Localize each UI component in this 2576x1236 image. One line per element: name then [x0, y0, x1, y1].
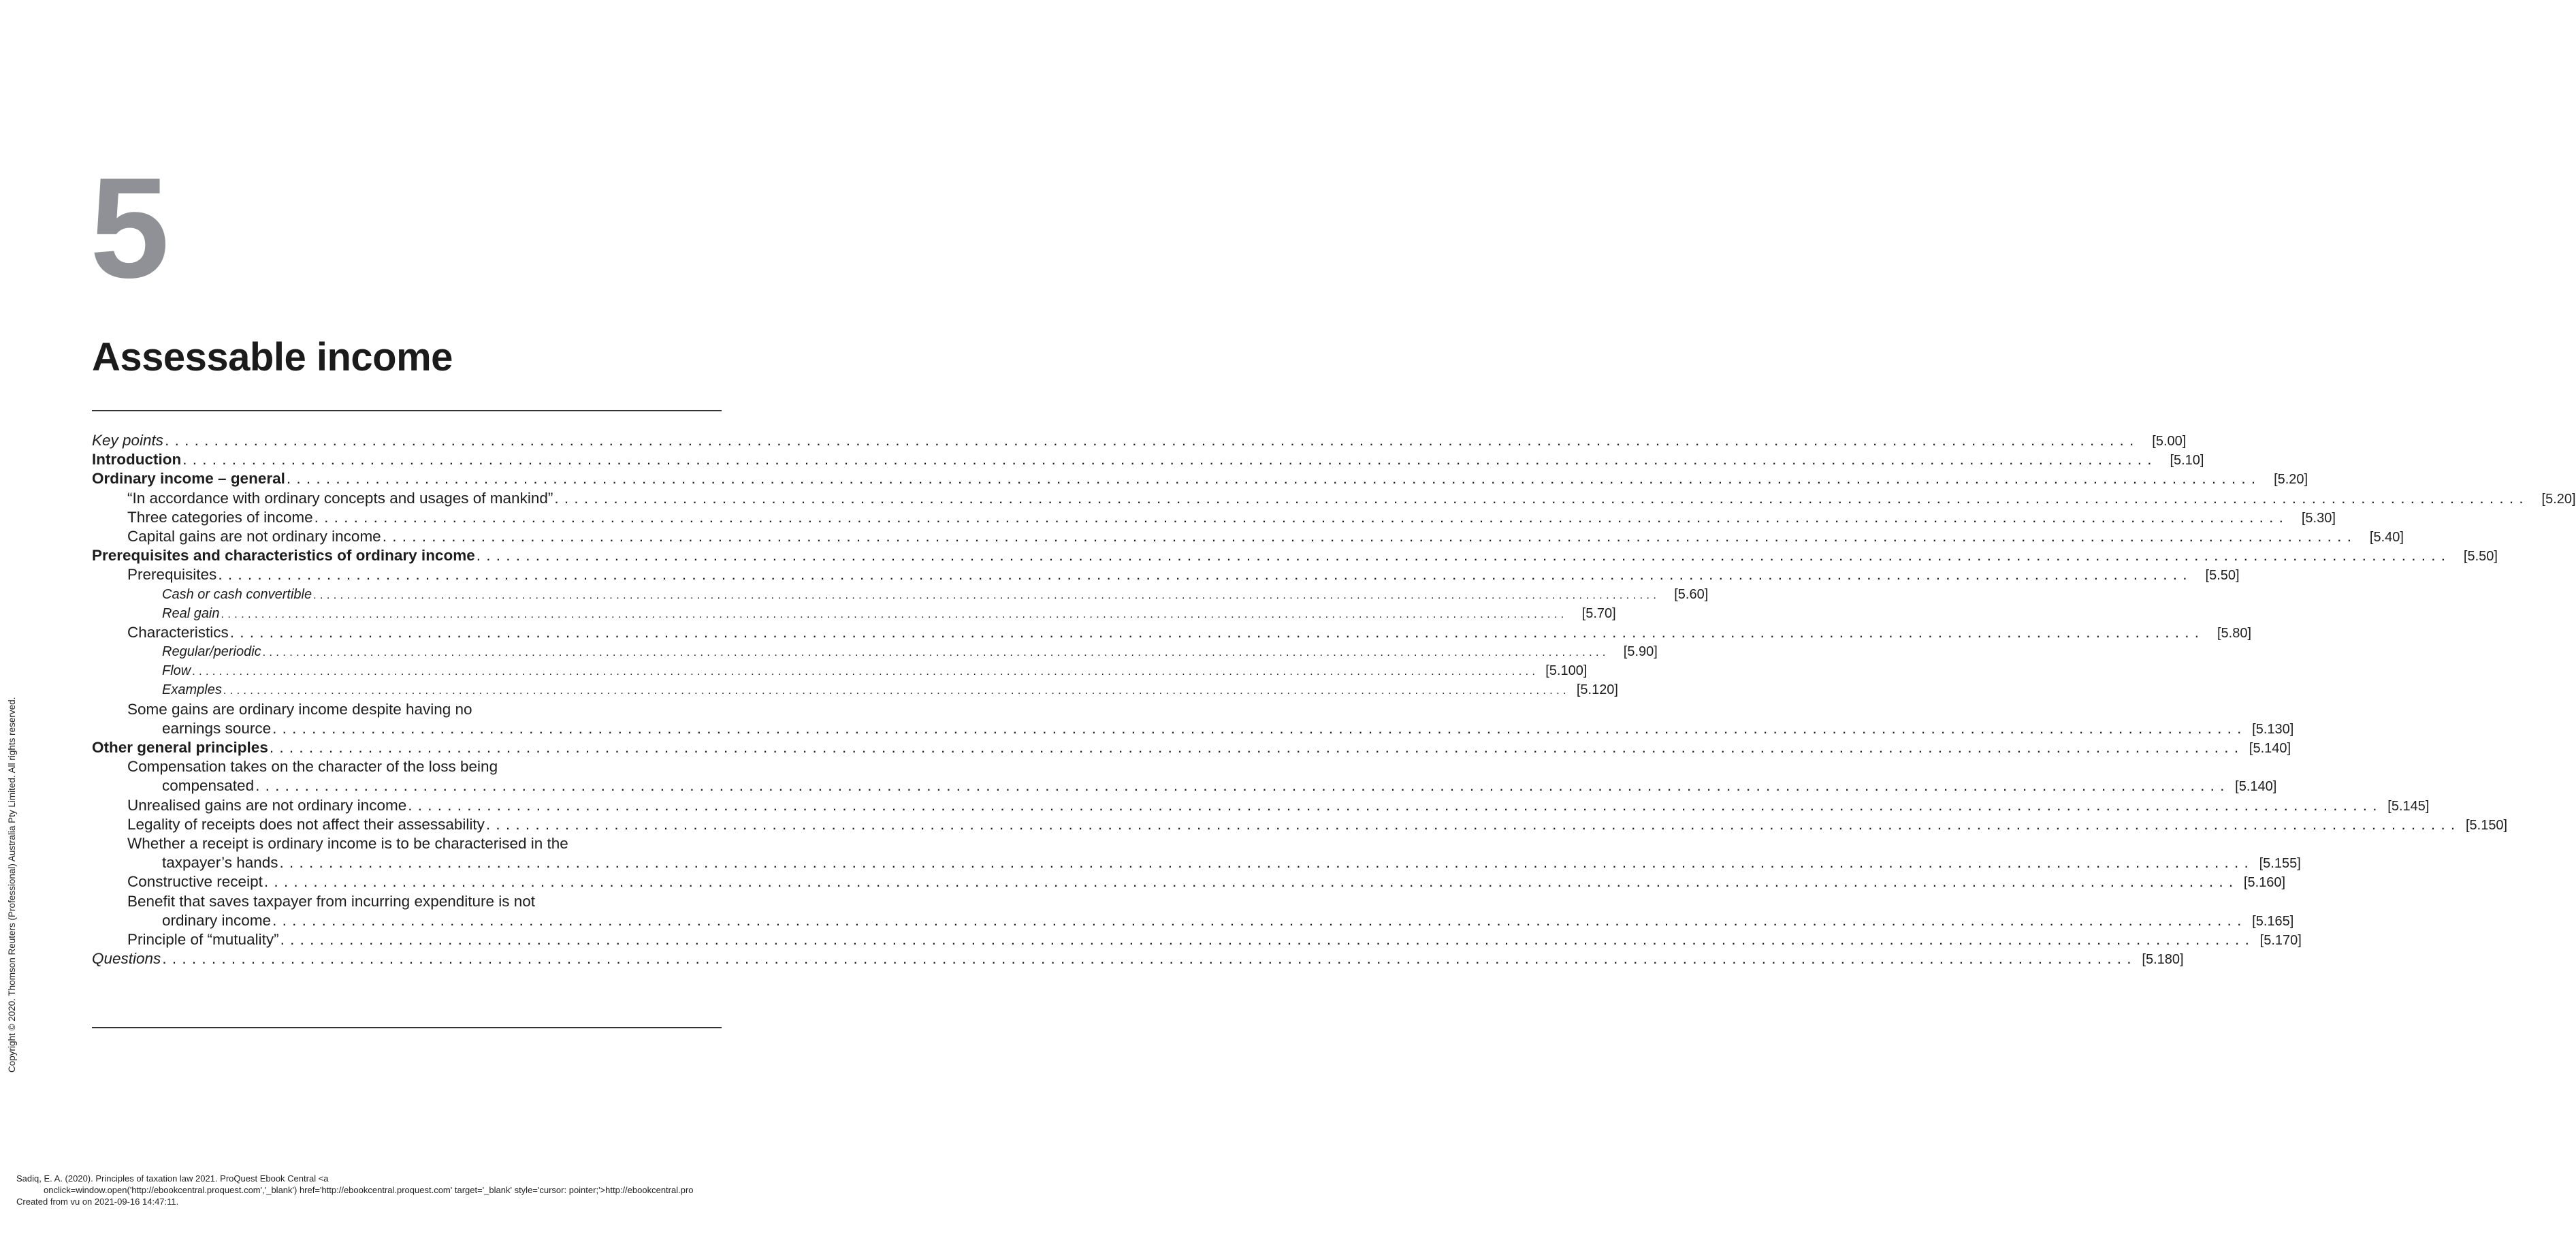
chapter-title: Assessable income: [92, 335, 453, 379]
toc-entry-ref: [5.100]: [1545, 663, 1588, 679]
toc-entry-ref: [5.60]: [1674, 586, 1709, 602]
dot-leader: . . . . . . . . . . . . . . . . . . . . . . . . . . . . . . . . . . . . . . . . . . . . . . . . . . . . . . . . . . . . . . . . . . . . . . . . . . . . . . . . . . . . . . . . . . . . . . . . . . . . . . . . . . . . . . . . . . . . . . . . . . . . . . . . . . . . . . . . . . . . . . . . . . . . . . . . . . . . . . . . . . . . . . . . . . . . . . . . . . . . . . . . . . . . . . . . . . . . . . . .: [554, 489, 2524, 507]
toc-entry-label: Constructive receipt: [127, 873, 263, 891]
toc-entry-label-cont: earnings source: [162, 719, 272, 737]
toc-entry-continuation: [92, 853, 2301, 872]
toc-entry-ref: [5.140]: [2249, 741, 2291, 756]
toc-entry: [92, 796, 2430, 815]
toc-entry-ref: [5.130]: [2252, 721, 2294, 737]
toc-entry-ref: [5.120]: [1576, 682, 1618, 698]
toc-entry-label: Some gains are ordinary income despite having no: [127, 700, 472, 718]
toc-entry-ref: [5.00]: [2152, 434, 2187, 449]
toc-entry-label: Flow: [162, 663, 191, 679]
toc-entry-ref: [5.145]: [2387, 798, 2430, 814]
toc-entry-ref: [5.50]: [2463, 549, 2498, 565]
toc-entry: [92, 949, 2184, 968]
dot-leader: . . . . . . . . . . . . . . . . . . . . . . . . . . . . . . . . . . . . . . . . . . . . . . . . . . . . . . . . . . . . . . . . . . . . . . . . . . . . . . . . . . . . . . . . . . . . . . . . . . . . . . . . . . . . . . . . . . . . . . . . . . . . . . . . . . . . . . . . . . . . . . . . . . . . . . . . . . . . . . . . . . . . . . . . . . . . . . . . . . . . . . . . . . . . . . . . . . . . . . . .: [314, 508, 2284, 526]
toc-entry: [92, 508, 2336, 527]
toc-entry: [92, 585, 1709, 604]
toc-entry-ref: [5.155]: [2259, 856, 2301, 872]
dot-leader: . . . . . . . . . . . . . . . . . . . . . . . . . . . . . . . . . . . . . . . . . . . . . . . . . . . . . . . . . . . . . . . . . . . . . . . . . . . . . . . . . . . . . . . . . . . . . . . . . . . . . . . . . . . . . . . . . . . . . . . . . . . . . . . . . . . . . . . . . . . . . . . . . . . . . . . . . . . . . . . . . . . . . . . . . . . . . . . . . . . . . . . . . . . . . . . . . . . . . . . .: [485, 815, 2456, 833]
dot-leader: . . . . . . . . . . . . . . . . . . . . . . . . . . . . . . . . . . . . . . . . . . . . . . . . . . . . . . . . . . . . . . . . . . . . . . . . . . . . . . . . . . . . . . . . . . . . . . . . . . . . . . . . . . . . . . . . . . . . . . . . . . . . . . . . . . . . . . . . . . . . . . . . . . . . . . . . . . . . . . . . . . . . . . . . . . . . . . . . . . . . . . . . . . . . . . . . . . . . . . . .: [255, 777, 2225, 795]
dot-leader: . . . . . . . . . . . . . . . . . . . . . . . . . . . . . . . . . . . . . . . . . . . . . . . . . . . . . . . . . . . . . . . . . . . . . . . . . . . . . . . . . . . . . . . . . . . . . . . . . . . . . . . . . . . . . . . . . . . . . . . . . . . . . . . . . . . . . . . . . . . . . . . . . . . . . . . . . . . . . . . . . . . . . . . . . . . . . . . . . . . . . . . . . . . . . . . . . . . . . . . .: [221, 608, 1564, 620]
toc-entry: [92, 757, 722, 776]
toc-entry-ref: [5.50]: [2205, 568, 2240, 584]
citation-footer: [16, 1173, 817, 1207]
dot-leader: . . . . . . . . . . . . . . . . . . . . . . . . . . . . . . . . . . . . . . . . . . . . . . . . . . . . . . . . . . . . . . . . . . . . . . . . . . . . . . . . . . . . . . . . . . . . . . . . . . . . . . . . . . . . . . . . . . . . . . . . . . . . . . . . . . . . . . . . . . . . . . . . . . . . . . . . . . . . . . . . . . . . . . . . . . . . . . . . . . . . . . . . . . . . . . . . . . . . . . . .: [272, 911, 2242, 929]
dot-leader: . . . . . . . . . . . . . . . . . . . . . . . . . . . . . . . . . . . . . . . . . . . . . . . . . . . . . . . . . . . . . . . . . . . . . . . . . . . . . . . . . . . . . . . . . . . . . . . . . . . . . . . . . . . . . . . . . . . . . . . . . . . . . . . . . . . . . . . . . . . . . . . . . . . . . . . . . . . . . . . . . . . . . . . . . . . . . . . . . . . . . . . . . . . . . . . . . . . . . . . .: [269, 739, 2240, 756]
toc-entry: [92, 623, 2252, 642]
toc-entry-ref: [5.20]: [2274, 472, 2308, 488]
toc-entry-label: Examples: [162, 682, 222, 698]
toc-entry: [92, 546, 2498, 565]
table-of-contents: [92, 431, 2576, 968]
toc-entry: [92, 872, 2286, 891]
toc-entry-label: Unrealised gains are not ordinary income: [127, 796, 407, 814]
toc-entry-ref: [5.80]: [2217, 625, 2252, 641]
top-divider: [92, 410, 722, 411]
toc-entry-ref: [5.165]: [2252, 913, 2294, 929]
dot-leader: . . . . . . . . . . . . . . . . . . . . . . . . . . . . . . . . . . . . . . . . . . . . . . . . . . . . . . . . . . . . . . . . . . . . . . . . . . . . . . . . . . . . . . . . . . . . . . . . . . . . . . . . . . . . . . . . . . . . . . . . . . . . . . . . . . . . . . . . . . . . . . . . . . . . . . . . . . . . . . . . . . . . . . . . . . . . . . . . . . . . . . . . . . . . . . . . . . . . . . . .: [279, 854, 2249, 872]
toc-entry: [92, 431, 2187, 450]
toc-entry-label: Questions: [92, 950, 161, 968]
toc-entry: [92, 527, 2404, 546]
dot-leader: . . . . . . . . . . . . . . . . . . . . . . . . . . . . . . . . . . . . . . . . . . . . . . . . . . . . . . . . . . . . . . . . . . . . . . . . . . . . . . . . . . . . . . . . . . . . . . . . . . . . . . . . . . . . . . . . . . . . . . . . . . . . . . . . . . . . . . . . . . . . . . . . . . . . . . . . . . . . . . . . . . . . . . . . . . . . . . . . . . . . . . . . . . . . . . . . . . . . . . . .: [165, 432, 2135, 449]
toc-entry-label-cont: compensated: [162, 777, 255, 795]
dot-leader: . . . . . . . . . . . . . . . . . . . . . . . . . . . . . . . . . . . . . . . . . . . . . . . . . . . . . . . . . . . . . . . . . . . . . . . . . . . . . . . . . . . . . . . . . . . . . . . . . . . . . . . . . . . . . . . . . . . . . . . . . . . . . . . . . . . . . . . . . . . . . . . . . . . . . . . . . . . . . . . . . . . . . . . . . . . . . . . . . . . . . . . . . . . . . . . . . . . . . . . .: [262, 647, 1606, 659]
toc-entry: [92, 930, 2302, 949]
toc-entry-ref: [5.180]: [2142, 952, 2184, 968]
toc-entry: [92, 642, 1658, 661]
toc-entry-label: Key points: [92, 432, 164, 449]
citation-link-line: onclick=window.open('http://ebookcentral.proquest.com','_blank') href='http://ebookcentral.proquest.com' target='_blank' style='cursor: pointer;'>http://ebookcentral.pro: [44, 1185, 694, 1195]
toc-entry-ref: [5.160]: [2243, 875, 2286, 891]
toc-entry: [92, 815, 2508, 834]
toc-entry-label: Whether a receipt is ordinary income is to be characterised in the: [127, 834, 568, 852]
toc-entry: [92, 834, 722, 853]
toc-entry-label: Legality of receipts does not affect their assessability: [127, 815, 485, 833]
citation-line: Sadiq, E. A. (2020). Principles of taxation law 2021. ProQuest Ebook Central <a: [16, 1173, 329, 1184]
dot-leader: . . . . . . . . . . . . . . . . . . . . . . . . . . . . . . . . . . . . . . . . . . . . . . . . . . . . . . . . . . . . . . . . . . . . . . . . . . . . . . . . . . . . . . . . . . . . . . . . . . . . . . . . . . . . . . . . . . . . . . . . . . . . . . . . . . . . . . . . . . . . . . . . . . . . . . . . . . . . . . . . . . . . . . . . . . . . . . . . . . . . . . . . . . . . . . . . . . . . . . . .: [382, 527, 2352, 545]
toc-entry: [92, 738, 2291, 757]
toc-entry-label: Capital gains are not ordinary income: [127, 527, 381, 545]
toc-entry-ref: [5.30]: [2301, 510, 2336, 526]
toc-entry: [92, 892, 722, 911]
toc-entry-label: Ordinary income – general: [92, 470, 285, 488]
dot-leader: . . . . . . . . . . . . . . . . . . . . . . . . . . . . . . . . . . . . . . . . . . . . . . . . . . . . . . . . . . . . . . . . . . . . . . . . . . . . . . . . . . . . . . . . . . . . . . . . . . . . . . . . . . . . . . . . . . . . . . . . . . . . . . . . . . . . . . . . . . . . . . . . . . . . . . . . . . . . . . . . . . . . . . . . . . . . . . . . . . . . . . . . . . . . . . . . . . . . . . . .: [263, 873, 2234, 891]
toc-entry: [92, 450, 2204, 469]
toc-entry-label: Real gain: [162, 605, 220, 621]
toc-entry-label: Regular/periodic: [162, 644, 261, 660]
dot-leader: . . . . . . . . . . . . . . . . . . . . . . . . . . . . . . . . . . . . . . . . . . . . . . . . . . . . . . . . . . . . . . . . . . . . . . . . . . . . . . . . . . . . . . . . . . . . . . . . . . . . . . . . . . . . . . . . . . . . . . . . . . . . . . . . . . . . . . . . . . . . . . . . . . . . . . . . . . . . . . . . . . . . . . . . . . . . . . . . . . . . . . . . . . . . . . . . . . . . . . . .: [408, 796, 2378, 814]
dot-leader: . . . . . . . . . . . . . . . . . . . . . . . . . . . . . . . . . . . . . . . . . . . . . . . . . . . . . . . . . . . . . . . . . . . . . . . . . . . . . . . . . . . . . . . . . . . . . . . . . . . . . . . . . . . . . . . . . . . . . . . . . . . . . . . . . . . . . . . . . . . . . . . . . . . . . . . . . . . . . . . . . . . . . . . . . . . . . . . . . . . . . . . . . . . . . . . . . . . . . . . .: [182, 451, 2153, 469]
dot-leader: . . . . . . . . . . . . . . . . . . . . . . . . . . . . . . . . . . . . . . . . . . . . . . . . . . . . . . . . . . . . . . . . . . . . . . . . . . . . . . . . . . . . . . . . . . . . . . . . . . . . . . . . . . . . . . . . . . . . . . . . . . . . . . . . . . . . . . . . . . . . . . . . . . . . . . . . . . . . . . . . . . . . . . . . . . . . . . . . . . . . . . . . . . . . . . . . . . . . . . . .: [476, 547, 2446, 565]
toc-entry-ref: [5.10]: [2170, 453, 2204, 469]
dot-leader: . . . . . . . . . . . . . . . . . . . . . . . . . . . . . . . . . . . . . . . . . . . . . . . . . . . . . . . . . . . . . . . . . . . . . . . . . . . . . . . . . . . . . . . . . . . . . . . . . . . . . . . . . . . . . . . . . . . . . . . . . . . . . . . . . . . . . . . . . . . . . . . . . . . . . . . . . . . . . . . . . . . . . . . . . . . . . . . . . . . . . . . . . . . . . . . . . . . . . . . .: [280, 930, 2250, 948]
dot-leader: . . . . . . . . . . . . . . . . . . . . . . . . . . . . . . . . . . . . . . . . . . . . . . . . . . . . . . . . . . . . . . . . . . . . . . . . . . . . . . . . . . . . . . . . . . . . . . . . . . . . . . . . . . . . . . . . . . . . . . . . . . . . . . . . . . . . . . . . . . . . . . . . . . . . . . . . . . . . . . . . . . . . . . . . . . . . . . . . . . . . . . . . . . . . . . . . . . . . . . . .: [286, 470, 2257, 488]
toc-entry: [92, 604, 1616, 623]
toc-entry-ref: [5.140]: [2235, 779, 2277, 795]
toc-entry-label-cont: taxpayer’s hands: [162, 854, 278, 872]
toc-entry: [92, 680, 1618, 699]
dot-leader: . . . . . . . . . . . . . . . . . . . . . . . . . . . . . . . . . . . . . . . . . . . . . . . . . . . . . . . . . . . . . . . . . . . . . . . . . . . . . . . . . . . . . . . . . . . . . . . . . . . . . . . . . . . . . . . . . . . . . . . . . . . . . . . . . . . . . . . . . . . . . . . . . . . . . . . . . . . . . . . . . . . . . . . . . . . . . . . . . . . . . . . . . . . . . . . . . . . . . . . .: [223, 685, 1566, 697]
copyright-notice: Copyright © 2020. Thomson Reuters (Professional) Australia Pty Limited. All rights reserved.: [7, 697, 17, 1073]
toc-entry-label: Cash or cash convertible: [162, 586, 312, 602]
toc-entry: [92, 489, 2576, 508]
toc-entry-label: Principle of “mutuality”: [127, 930, 279, 948]
toc-entry-ref: [5.40]: [2369, 529, 2404, 545]
toc-entry-label: Prerequisites and characteristics of ordinary income: [92, 547, 475, 565]
toc-entry-label: Three categories of income: [127, 508, 313, 526]
dot-leader: . . . . . . . . . . . . . . . . . . . . . . . . . . . . . . . . . . . . . . . . . . . . . . . . . . . . . . . . . . . . . . . . . . . . . . . . . . . . . . . . . . . . . . . . . . . . . . . . . . . . . . . . . . . . . . . . . . . . . . . . . . . . . . . . . . . . . . . . . . . . . . . . . . . . . . . . . . . . . . . . . . . . . . . . . . . . . . . . . . . . . . . . . . . . . . . . . . . . . . . .: [192, 666, 1536, 678]
created-timestamp: Created from vu on 2021-09-16 14:47:11.: [16, 1197, 179, 1207]
toc-entry: [92, 565, 2240, 584]
dot-leader: . . . . . . . . . . . . . . . . . . . . . . . . . . . . . . . . . . . . . . . . . . . . . . . . . . . . . . . . . . . . . . . . . . . . . . . . . . . . . . . . . . . . . . . . . . . . . . . . . . . . . . . . . . . . . . . . . . . . . . . . . . . . . . . . . . . . . . . . . . . . . . . . . . . . . . . . . . . . . . . . . . . . . . . . . . . . . . . . . . . . . . . . . . . . . . . . . . . . . . . .: [229, 623, 2200, 641]
toc-entry-ref: [5.150]: [2465, 817, 2508, 833]
toc-entry-continuation: [92, 911, 2294, 930]
toc-entry-ref: [5.20]: [2541, 491, 2576, 507]
toc-entry-continuation: [92, 776, 2277, 795]
toc-entry-ref: [5.70]: [1581, 605, 1616, 621]
toc-entry: [92, 469, 2308, 488]
dot-leader: . . . . . . . . . . . . . . . . . . . . . . . . . . . . . . . . . . . . . . . . . . . . . . . . . . . . . . . . . . . . . . . . . . . . . . . . . . . . . . . . . . . . . . . . . . . . . . . . . . . . . . . . . . . . . . . . . . . . . . . . . . . . . . . . . . . . . . . . . . . . . . . . . . . . . . . . . . . . . . . . . . . . . . . . . . . . . . . . . . . . . . . . . . . . . . . . . . . . . . . .: [162, 950, 2132, 968]
toc-entry: [92, 661, 1588, 680]
dot-leader: . . . . . . . . . . . . . . . . . . . . . . . . . . . . . . . . . . . . . . . . . . . . . . . . . . . . . . . . . . . . . . . . . . . . . . . . . . . . . . . . . . . . . . . . . . . . . . . . . . . . . . . . . . . . . . . . . . . . . . . . . . . . . . . . . . . . . . . . . . . . . . . . . . . . . . . . . . . . . . . . . . . . . . . . . . . . . . . . . . . . . . . . . . . . . . . . . . . . . . . .: [272, 719, 2242, 737]
toc-entry-label: Benefit that saves taxpayer from incurring expenditure is not: [127, 892, 536, 910]
toc-entry-label: Characteristics: [127, 623, 229, 641]
toc-entry-label: Introduction: [92, 451, 182, 469]
dot-leader: . . . . . . . . . . . . . . . . . . . . . . . . . . . . . . . . . . . . . . . . . . . . . . . . . . . . . . . . . . . . . . . . . . . . . . . . . . . . . . . . . . . . . . . . . . . . . . . . . . . . . . . . . . . . . . . . . . . . . . . . . . . . . . . . . . . . . . . . . . . . . . . . . . . . . . . . . . . . . . . . . . . . . . . . . . . . . . . . . . . . . . . . . . . . . . . . . . . . . . . .: [313, 589, 1657, 601]
toc-entry-label: Prerequisites: [127, 566, 217, 584]
toc-entry-label-cont: ordinary income: [162, 911, 272, 929]
toc-entry-ref: [5.90]: [1623, 644, 1658, 660]
toc-entry-ref: [5.170]: [2259, 932, 2302, 948]
toc-entry-label: “In accordance with ordinary concepts and usages of mankind”: [127, 489, 553, 507]
toc-entry-continuation: [92, 719, 2294, 738]
dot-leader: . . . . . . . . . . . . . . . . . . . . . . . . . . . . . . . . . . . . . . . . . . . . . . . . . . . . . . . . . . . . . . . . . . . . . . . . . . . . . . . . . . . . . . . . . . . . . . . . . . . . . . . . . . . . . . . . . . . . . . . . . . . . . . . . . . . . . . . . . . . . . . . . . . . . . . . . . . . . . . . . . . . . . . . . . . . . . . . . . . . . . . . . . . . . . . . . . . . . . . . .: [218, 566, 2188, 584]
toc-entry: [92, 700, 722, 719]
chapter-number: 5: [90, 148, 167, 308]
toc-entry-label: Other general principles: [92, 739, 268, 756]
toc-entry-label: Compensation takes on the character of the loss being: [127, 758, 498, 776]
bottom-divider: [92, 1027, 722, 1028]
